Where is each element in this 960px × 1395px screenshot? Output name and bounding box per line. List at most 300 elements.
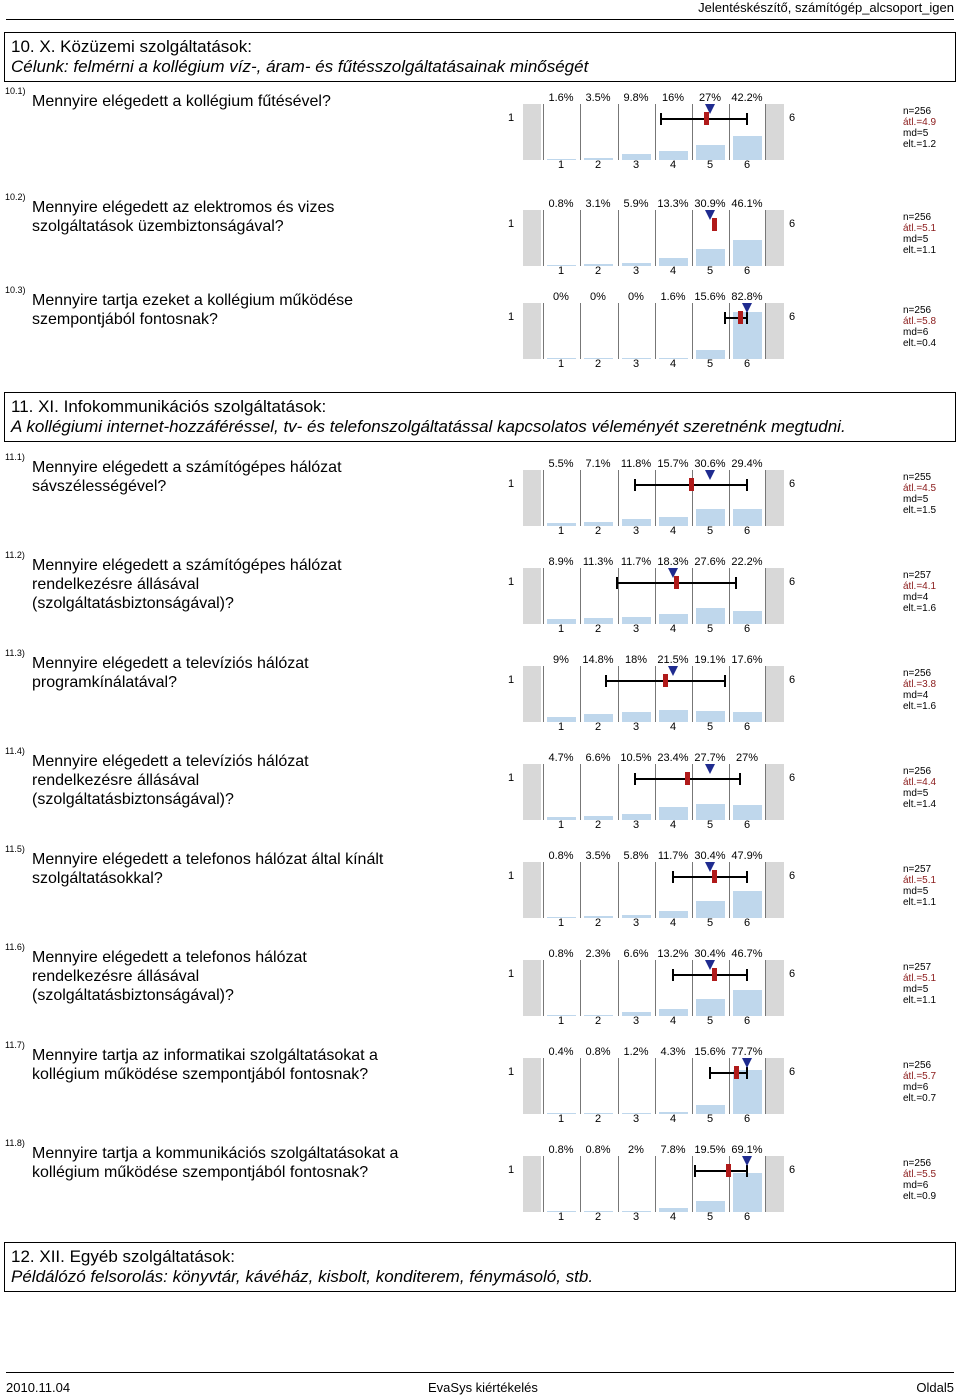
grid-line (765, 764, 766, 820)
section-header-10 (4, 32, 956, 82)
question-block (0, 1136, 960, 1234)
grid-line (543, 568, 544, 624)
std-deviation-cap (709, 1067, 711, 1079)
histogram-bar (733, 136, 762, 160)
scale-tick-label: 4 (669, 265, 677, 277)
scale-left-label: 1 (508, 870, 515, 882)
stat-deviation: elt.=1.6 (903, 603, 937, 614)
stat-deviation: elt.=1.1 (903, 245, 937, 256)
grid-line (618, 862, 619, 918)
scale-tick-label: 3 (632, 525, 640, 537)
grid-line (729, 960, 730, 1016)
scale-tick-label: 1 (557, 525, 565, 537)
percent-label: 9.8% (623, 92, 649, 104)
grid-line (655, 960, 656, 1016)
grid-line (692, 1156, 693, 1212)
grid-line (580, 1156, 581, 1212)
median-marker (742, 303, 752, 313)
histogram-bar (696, 901, 725, 918)
grid-line (580, 1058, 581, 1114)
scale-tick-label: 3 (632, 623, 640, 635)
scale-right-label: 6 (789, 478, 796, 490)
percent-label: 1.6% (548, 92, 574, 104)
grid-line (729, 104, 730, 160)
grid-line (765, 666, 766, 722)
stat-n: n=256 (903, 766, 932, 777)
mean-marker (726, 1164, 731, 1177)
std-deviation-bar (695, 1170, 747, 1172)
grid-line (543, 470, 544, 526)
percent-label: 14.8% (582, 654, 614, 666)
grid-line (729, 303, 730, 359)
percent-label: 27% (698, 92, 722, 104)
histogram-bar (696, 804, 725, 820)
std-deviation-cap (746, 312, 748, 324)
std-deviation-cap (605, 675, 607, 687)
stat-n: n=257 (903, 864, 932, 875)
scale-left-band (523, 470, 541, 526)
question-text: Mennyire elégedett a televíziós hálózat programkínálatával? (32, 655, 309, 691)
scale-tick-label: 2 (594, 1211, 602, 1223)
grid-line (692, 210, 693, 266)
question-block (0, 450, 960, 548)
scale-left-label: 1 (508, 1164, 515, 1176)
stat-deviation: elt.=1.4 (903, 799, 937, 810)
scale-right-band (766, 862, 784, 918)
question-block (0, 842, 960, 940)
stat-mean: átl.=4.5 (903, 483, 937, 494)
grid-line (729, 1058, 730, 1114)
percent-label: 11.7% (657, 850, 689, 862)
question-text: Mennyire tartja ezeket a kollégium működése szempontjából fontosnak? (32, 292, 354, 328)
stats-box (903, 668, 936, 712)
stat-deviation: elt.=0.7 (903, 1093, 937, 1104)
scale-tick-label: 1 (557, 1113, 565, 1125)
question-text: Mennyire elégedett a televíziós hálózat rendelkezésre állásával (szolgáltatásbiztonságával)? (32, 753, 309, 808)
question-text: Mennyire tartja az informatikai szolgáltatásokat a kollégium működése szempontjából fontosnak? (32, 1047, 378, 1083)
scale-right-label: 6 (789, 968, 796, 980)
percent-label: 42.2% (731, 92, 763, 104)
stats-box (903, 570, 936, 614)
question-block (0, 84, 960, 182)
percent-label: 27% (735, 752, 759, 764)
stat-median: md=4 (903, 592, 929, 603)
median-marker (705, 960, 715, 970)
percent-label: 0.8% (585, 1046, 611, 1058)
percent-label: 0.4% (548, 1046, 574, 1058)
question-text: Mennyire elégedett a számítógépes hálózat rendelkezésre állásával (szolgáltatásbiztonságával)? (32, 557, 342, 612)
scale-tick-label: 5 (706, 1211, 714, 1223)
scale-left-label: 1 (508, 772, 515, 784)
section-header-11 (4, 392, 956, 442)
grid-line (692, 764, 693, 820)
question-text: Mennyire elégedett a számítógépes hálózat sávszélességével? (32, 459, 342, 495)
section-subtitle: A kollégiumi internet-hozzáféréssel, tv- és telefonszolgáltatással kapcsolatos véleményét szeretnénk megtudni. (11, 417, 846, 436)
grid-line (765, 1156, 766, 1212)
scale-right-label: 6 (789, 772, 796, 784)
percent-label: 15.7% (657, 458, 689, 470)
std-deviation-cap (739, 773, 741, 785)
scale-tick-label: 6 (743, 358, 751, 370)
median-marker (668, 568, 678, 578)
question-number: 11.5) (5, 844, 25, 854)
grid-line (765, 303, 766, 359)
footer-page: Oldal5 (916, 1380, 954, 1395)
section-header-12 (4, 1242, 956, 1292)
scale-tick-label: 2 (594, 358, 602, 370)
percent-label: 23.4% (657, 752, 689, 764)
scale-right-band (766, 960, 784, 1016)
question-block (0, 1038, 960, 1136)
median-marker (705, 862, 715, 872)
stat-n: n=257 (903, 570, 932, 581)
scale-tick-label: 4 (669, 623, 677, 635)
percent-label: 11.8% (620, 458, 652, 470)
footer-date: 2010.11.04 (6, 1380, 71, 1395)
std-deviation-bar (673, 876, 747, 878)
grid-line (729, 862, 730, 918)
stats-box (903, 864, 936, 908)
scale-tick-label: 4 (669, 1211, 677, 1223)
grid-line (765, 862, 766, 918)
std-deviation-cap (672, 969, 674, 981)
percent-label: 4.7% (548, 752, 574, 764)
std-deviation-cap (746, 113, 748, 125)
histogram-bar (733, 805, 762, 820)
scale-left-label: 1 (508, 1066, 515, 1078)
scale-tick-label: 6 (743, 917, 751, 929)
grid-line (692, 862, 693, 918)
stat-median: md=5 (903, 984, 929, 995)
std-deviation-cap (634, 773, 636, 785)
scale-tick-label: 4 (669, 1113, 677, 1125)
std-deviation-bar (673, 974, 747, 976)
scale-tick-label: 5 (706, 159, 714, 171)
scale-right-band (766, 666, 784, 722)
grid-line (655, 303, 656, 359)
scale-tick-label: 6 (743, 525, 751, 537)
question-block (0, 940, 960, 1038)
std-deviation-cap (724, 675, 726, 687)
scale-tick-label: 3 (632, 917, 640, 929)
scale-tick-label: 6 (743, 1113, 751, 1125)
grid-line (618, 764, 619, 820)
scale-tick-label: 1 (557, 1211, 565, 1223)
histogram-bar (733, 891, 762, 918)
grid-line (692, 960, 693, 1016)
scale-left-band (523, 568, 541, 624)
question-number: 11.6) (5, 942, 25, 952)
mean-marker (734, 1066, 739, 1079)
question-text: Mennyire tartja a kommunikációs szolgáltatásokat a kollégium működése szempontjából fontosnak? (32, 1145, 399, 1181)
stat-deviation: elt.=1.5 (903, 505, 937, 516)
std-deviation-cap (694, 1165, 696, 1177)
scale-tick-label: 2 (594, 721, 602, 733)
scale-tick-label: 2 (594, 1113, 602, 1125)
stats-box (903, 1158, 936, 1202)
stats-box (903, 766, 936, 810)
scale-left-band (523, 303, 541, 359)
scale-tick-label: 5 (706, 1113, 714, 1125)
scale-right-band (766, 104, 784, 160)
scale-tick-label: 5 (706, 819, 714, 831)
stat-deviation: elt.=0.4 (903, 338, 937, 349)
percent-label: 6.6% (623, 948, 649, 960)
scale-left-band (523, 764, 541, 820)
scale-tick-label: 1 (557, 721, 565, 733)
std-deviation-cap (616, 577, 618, 589)
grid-line (655, 1058, 656, 1114)
question-number: 11.1) (5, 452, 25, 462)
stat-mean: átl.=5.5 (903, 1169, 937, 1180)
std-deviation-cap (735, 577, 737, 589)
std-deviation-cap (746, 969, 748, 981)
grid-line (580, 960, 581, 1016)
grid-line (692, 104, 693, 160)
grid-line (580, 568, 581, 624)
median-marker (668, 666, 678, 676)
question-number: 10.3) (5, 285, 26, 295)
percent-label: 2% (628, 1144, 644, 1156)
question-number: 11.2) (5, 550, 25, 560)
percent-label: 3.5% (585, 92, 611, 104)
grid-line (580, 210, 581, 266)
stat-n: n=256 (903, 1060, 932, 1071)
percent-label: 5.9% (623, 198, 649, 210)
grid-line (655, 470, 656, 526)
stat-deviation: elt.=0.9 (903, 1191, 937, 1202)
stat-mean: átl.=5.1 (903, 973, 937, 984)
grid-line (543, 210, 544, 266)
scale-tick-label: 4 (669, 525, 677, 537)
stat-median: md=5 (903, 234, 929, 245)
histogram-bar (696, 249, 725, 266)
percent-label: 27.7% (694, 752, 726, 764)
percent-label: 1.6% (660, 291, 686, 303)
median-marker (705, 210, 715, 220)
grid-line (543, 666, 544, 722)
stat-n: n=256 (903, 1158, 932, 1169)
question-block (0, 190, 960, 288)
stats-box (903, 305, 936, 349)
scale-left-label: 1 (508, 576, 515, 588)
report-header: Jelentéskészítő, számítógép_alcsoport_igen (698, 0, 954, 15)
percent-label: 11.7% (620, 556, 652, 568)
stat-deviation: elt.=1.6 (903, 701, 937, 712)
scale-right-label: 6 (789, 1164, 796, 1176)
std-deviation-cap (672, 871, 674, 883)
question-block (0, 283, 960, 381)
scale-right-band (766, 568, 784, 624)
grid-line (692, 1058, 693, 1114)
percent-label: 7.8% (660, 1144, 686, 1156)
scale-tick-label: 5 (706, 623, 714, 635)
percent-label: 8.9% (548, 556, 574, 568)
footer-divider (6, 1372, 954, 1373)
question-number: 11.3) (5, 648, 25, 658)
histogram-bar (696, 509, 725, 526)
grid-line (765, 470, 766, 526)
percent-label: 30.4% (694, 948, 726, 960)
std-deviation-cap (746, 479, 748, 491)
stats-box (903, 212, 936, 256)
scale-right-label: 6 (789, 112, 796, 124)
grid-line (618, 1156, 619, 1212)
scale-tick-label: 6 (743, 1211, 751, 1223)
scale-tick-label: 3 (632, 819, 640, 831)
percent-label: 0% (590, 291, 606, 303)
question-number: 10.2) (5, 192, 26, 202)
stat-median: md=5 (903, 788, 929, 799)
percent-label: 17.6% (731, 654, 763, 666)
std-deviation-cap (660, 113, 662, 125)
scale-tick-label: 1 (557, 1015, 565, 1027)
scale-tick-label: 5 (706, 525, 714, 537)
scale-tick-label: 1 (557, 917, 565, 929)
percent-label: 16% (661, 92, 685, 104)
grid-line (655, 666, 656, 722)
grid-line (692, 303, 693, 359)
grid-line (765, 568, 766, 624)
stats-box (903, 1060, 936, 1104)
percent-label: 13.3% (657, 198, 689, 210)
scale-tick-label: 1 (557, 265, 565, 277)
percent-label: 77.7% (731, 1046, 763, 1058)
histogram-bar (733, 990, 762, 1016)
percent-label: 47.9% (731, 850, 763, 862)
median-marker (705, 764, 715, 774)
histogram-bar (733, 240, 762, 266)
scale-tick-label: 3 (632, 265, 640, 277)
scale-right-label: 6 (789, 218, 796, 230)
scale-left-label: 1 (508, 674, 515, 686)
scale-tick-label: 2 (594, 265, 602, 277)
grid-line (618, 666, 619, 722)
scale-tick-label: 3 (632, 721, 640, 733)
scale-left-label: 1 (508, 478, 515, 490)
stat-mean: átl.=5.7 (903, 1071, 937, 1082)
scale-right-label: 6 (789, 311, 796, 323)
scale-right-band (766, 1156, 784, 1212)
percent-label: 21.5% (657, 654, 689, 666)
scale-tick-label: 3 (632, 159, 640, 171)
scale-left-band (523, 1156, 541, 1212)
scale-tick-label: 2 (594, 623, 602, 635)
grid-line (729, 210, 730, 266)
stat-deviation: elt.=1.1 (903, 897, 937, 908)
grid-line (543, 960, 544, 1016)
scale-tick-label: 4 (669, 917, 677, 929)
grid-line (729, 764, 730, 820)
percent-label: 13.2% (657, 948, 689, 960)
percent-label: 2.3% (585, 948, 611, 960)
percent-label: 30.6% (694, 458, 726, 470)
std-deviation-cap (746, 1067, 748, 1079)
grid-line (618, 568, 619, 624)
median-marker (705, 470, 715, 480)
stat-n: n=257 (903, 962, 932, 973)
stat-median: md=5 (903, 886, 929, 897)
scale-left-band (523, 666, 541, 722)
percent-label: 5.8% (623, 850, 649, 862)
percent-label: 0.8% (548, 1144, 574, 1156)
scale-tick-label: 5 (706, 358, 714, 370)
median-marker (705, 104, 715, 114)
footer-center: EvaSys kiértékelés (428, 1380, 538, 1395)
percent-label: 18% (624, 654, 648, 666)
scale-tick-label: 3 (632, 1015, 640, 1027)
scale-left-band (523, 104, 541, 160)
scale-tick-label: 4 (669, 819, 677, 831)
question-number: 11.7) (5, 1040, 25, 1050)
grid-line (580, 470, 581, 526)
std-deviation-cap (746, 871, 748, 883)
percent-label: 82.8% (731, 291, 763, 303)
section-subtitle: Célunk: felmérni a kollégium víz-, áram- és fűtésszolgáltatásainak minőségét (11, 57, 589, 76)
grid-line (729, 666, 730, 722)
percent-label: 19.1% (694, 654, 726, 666)
scale-tick-label: 2 (594, 819, 602, 831)
percent-label: 22.2% (731, 556, 763, 568)
stat-median: md=6 (903, 1180, 929, 1191)
stats-box (903, 472, 936, 516)
histogram-bar (733, 1173, 762, 1212)
stat-n: n=256 (903, 212, 932, 223)
percent-label: 0% (553, 291, 569, 303)
percent-label: 9% (553, 654, 569, 666)
scale-tick-label: 6 (743, 265, 751, 277)
stat-median: md=6 (903, 1082, 929, 1093)
grid-line (765, 960, 766, 1016)
std-deviation-cap (746, 1165, 748, 1177)
grid-line (618, 210, 619, 266)
scale-tick-label: 4 (669, 1015, 677, 1027)
scale-left-band (523, 1058, 541, 1114)
grid-line (655, 1156, 656, 1212)
scale-left-label: 1 (508, 112, 515, 124)
scale-tick-label: 1 (557, 819, 565, 831)
percent-label: 6.6% (585, 752, 611, 764)
scale-right-band (766, 470, 784, 526)
scale-tick-label: 4 (669, 721, 677, 733)
question-text: Mennyire elégedett a telefonos hálózat által kínált szolgáltatásokkal? (32, 851, 384, 887)
scale-right-label: 6 (789, 870, 796, 882)
grid-line (618, 1058, 619, 1114)
question-number: 11.8) (5, 1138, 25, 1148)
scale-tick-label: 3 (632, 358, 640, 370)
percent-label: 46.1% (731, 198, 763, 210)
stat-mean: átl.=5.1 (903, 875, 937, 886)
scale-right-label: 6 (789, 1066, 796, 1078)
grid-line (543, 1058, 544, 1114)
scale-tick-label: 1 (557, 623, 565, 635)
median-marker (742, 1156, 752, 1166)
section-subtitle: Példálózó felsorolás: könyvtár, kávéház, kisbolt, konditerem, fénymásoló, stb. (11, 1267, 594, 1286)
percent-label: 30.9% (694, 198, 726, 210)
scale-tick-label: 2 (594, 917, 602, 929)
scale-right-band (766, 1058, 784, 1114)
histogram-bar (696, 999, 725, 1016)
percent-label: 11.3% (582, 556, 614, 568)
scale-tick-label: 1 (557, 159, 565, 171)
std-deviation-bar (710, 1072, 747, 1074)
histogram-bar (696, 145, 725, 160)
question-number: 10.1) (5, 86, 26, 96)
percent-label: 1.2% (623, 1046, 649, 1058)
scale-tick-label: 4 (669, 159, 677, 171)
scale-tick-label: 2 (594, 1015, 602, 1027)
grid-line (655, 104, 656, 160)
